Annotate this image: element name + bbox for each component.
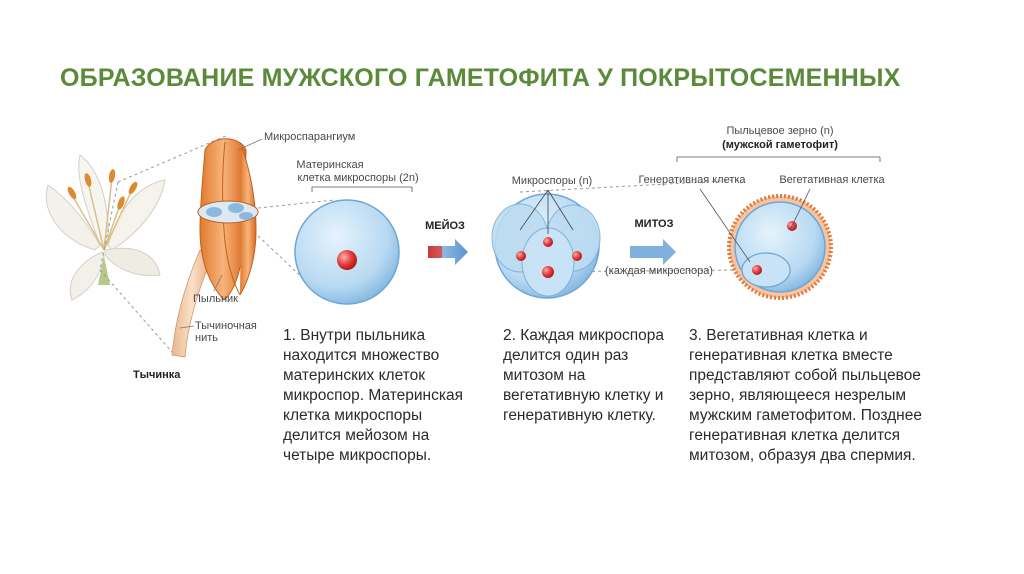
microspores-label: Микроспоры (n) <box>511 175 593 187</box>
mitosis-label: МИТОЗ <box>634 218 674 230</box>
mitosis-arrow <box>630 239 676 265</box>
each-microspore-label: (каждая микроспора) <box>605 265 713 277</box>
mother-cell-label-1: Материнская <box>296 159 364 171</box>
page-title: ОБРАЗОВАНИЕ МУЖСКОГО ГАМЕТОФИТА У ПОКРЫТОСЕМЕННЫХ <box>60 64 901 92</box>
microspore-tetrad <box>492 194 600 298</box>
microspore-mother-cell <box>295 200 399 304</box>
pollen-grain <box>729 196 831 298</box>
microsporangium-label: Микроспарангиум <box>264 131 356 143</box>
step-2-text: 2. Каждая микроспора делится один раз митозом на вегетативную клетку и генеративную клетку. <box>503 327 664 424</box>
stamen-label: Тычинка <box>133 369 181 381</box>
meiosis-arrow <box>428 239 468 265</box>
pollen-grain-label: Пыльцевое зерно (n) <box>726 125 834 137</box>
anther-label: Пыльник <box>193 293 238 305</box>
step-1-text: 1. Внутри пыльника находится множество материнских клеток микроспор. Материнская клетка микроспоры делится мейозом на четыре микроспоры. <box>283 327 463 464</box>
generative-cell-label: Генеративная клетка <box>638 174 746 186</box>
mother-cell-label-2: клетка микроспоры (2n) <box>297 172 419 184</box>
meiosis-label: МЕЙОЗ <box>425 220 465 232</box>
filament-label-1: Тычиночная <box>195 320 257 332</box>
lily-flower-illustration <box>46 155 165 300</box>
male-gametophyte-label: (мужской гаметофит) <box>722 139 838 151</box>
filament-label-2: нить <box>195 332 218 344</box>
vegetative-cell-label: Вегетативная клетка <box>779 174 885 186</box>
step-3-text: 3. Вегетативная клетка и генеративная клетка вместе представляют собой пыльцевое зерно, являющееся незрелым мужским гаметофитом. Позднее генеративная клетка делится митозом, образуя два спермия. <box>689 327 922 464</box>
